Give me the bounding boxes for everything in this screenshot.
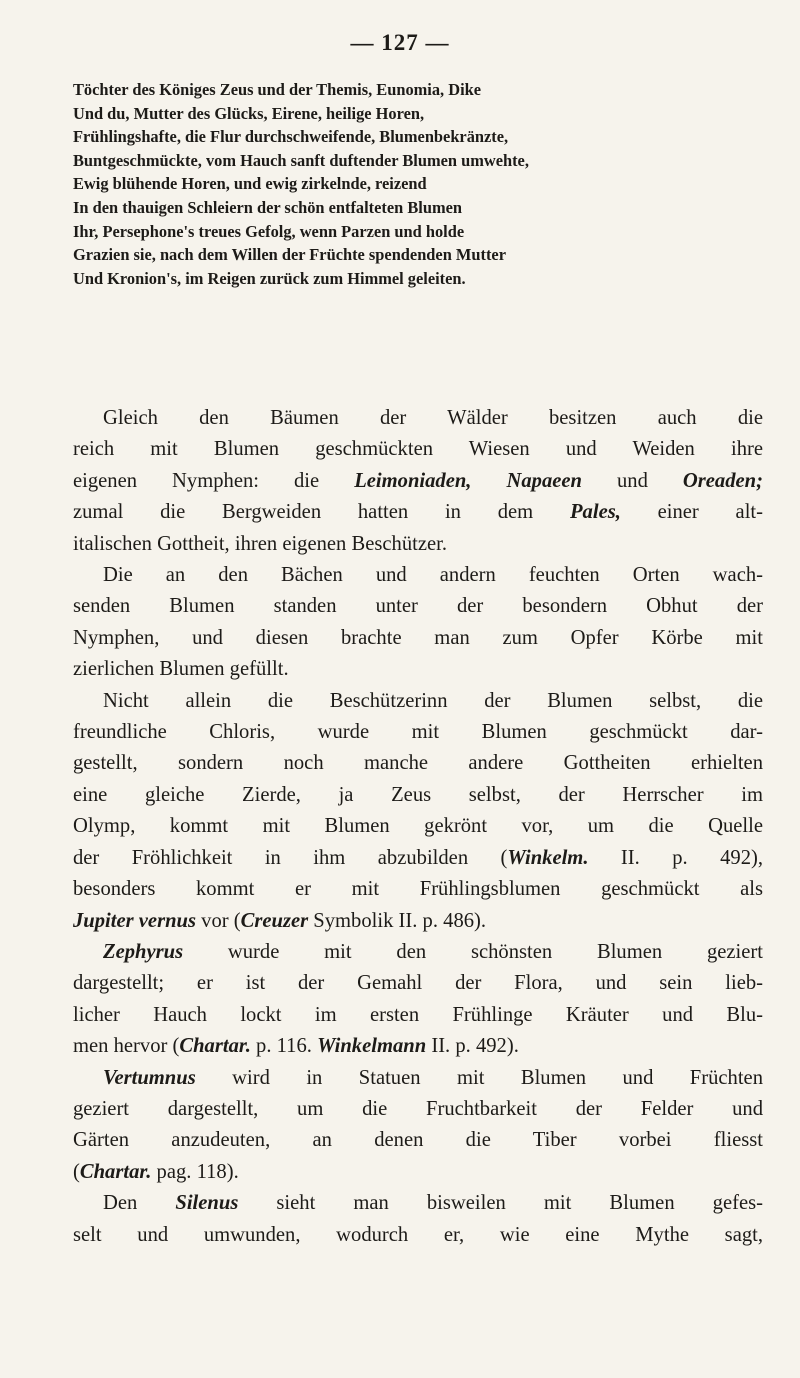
text-line <box>73 906 763 937</box>
text-run: zumal die Bergweiden hatten in dem <box>73 501 570 524</box>
text-line: Olymp, kommt mit Blumen gekrönt vor, um die Quelle <box>73 815 763 838</box>
text-line: Die an den Bächen und andern feuchten Orten wach- <box>103 564 763 587</box>
text-line <box>73 843 763 874</box>
verse-line: Ihr, Persephone's treues Gefolg, wenn Parzen und holde <box>73 221 465 241</box>
text-line <box>73 1188 763 1219</box>
text-line: licher Hauch lockt im ersten Frühlinge Kräuter und Blu- <box>73 1003 763 1026</box>
text-run: Den <box>103 1192 176 1215</box>
verse-line: Ewig blühende Horen, und ewig zirkelnde, reizend <box>73 174 427 194</box>
text-run <box>471 470 506 492</box>
text-line <box>73 1157 763 1188</box>
text-run: wird in Statuen mit Blumen und Früchten <box>195 1066 763 1089</box>
text-line: besonders kommt er mit Frühlingsblumen geschmückt als <box>73 878 763 901</box>
italic-term: Winkelmann <box>317 1035 427 1058</box>
text-line: zierlichen Blumen gefüllt. <box>73 658 289 681</box>
text-line: dargestellt; er ist der Gemahl der Flora, und sein lieb- <box>73 972 763 995</box>
italic-term: Pales, <box>569 501 621 524</box>
italic-term: Napaeen <box>506 469 582 492</box>
text-run: einer alt- <box>620 501 763 524</box>
text-line: Gärten anzudeuten, an denen die Tiber vorbei fliesst <box>73 1129 763 1152</box>
page-number: — 127 — <box>350 30 450 55</box>
italic-term: Jupiter vernus <box>73 909 197 932</box>
verse-line: In den thauigen Schleiern der schön entfalteten Blumen <box>73 197 462 217</box>
italic-term: Zephyrus <box>103 940 184 963</box>
verse-line: Töchter des Königes Zeus und der Themis, Eunomia, Dike <box>73 80 482 99</box>
italic-term: Chartar. <box>179 1035 251 1058</box>
italic-term: Oreaden; <box>682 469 763 492</box>
text-line: selt und umwunden, wodurch er, wie eine Mythe sagt, <box>73 1223 763 1246</box>
verse-line: Und du, Mutter des Glücks, Eirene, heilige Horen, <box>73 103 425 123</box>
text-line: Nicht allein die Beschützerinn der Blumen selbst, die <box>103 689 763 712</box>
text-run: der Fröhlichkeit in ihm abzubilden ( <box>73 846 508 869</box>
text-line: eine gleiche Zierde, ja Zeus selbst, der Herrscher im <box>73 783 763 806</box>
text-run: ( <box>73 1160 80 1183</box>
text-line: geziert dargestellt, um die Fruchtbarkeit der Felder und <box>73 1097 763 1120</box>
text-line: italischen Gottheit, ihren eigenen Beschützer. <box>73 532 447 555</box>
text-line: Gleich den Bäumen der Wälder besitzen auch die <box>103 407 763 429</box>
italic-term: Silenus <box>175 1192 239 1215</box>
prose-body <box>73 403 763 1251</box>
italic-term: Creuzer <box>240 909 309 932</box>
text-line: gestellt, sondern noch manche andere Gottheiten erhielten <box>73 752 763 775</box>
text-line: Nymphen, und diesen brachte man zum Opfer Körbe mit <box>73 626 763 649</box>
verse-line: Grazien sie, nach dem Willen der Früchte spendenden Mutter <box>73 245 506 265</box>
text-run: eigenen Nymphen: die <box>73 469 355 492</box>
text-run: Symbolik II. p. 486). <box>308 909 487 932</box>
verse-line: Frühlingshafte, die Flur durchschweifende, Blumenbekränzte, <box>73 127 509 147</box>
verse-line: Buntgeschmückte, vom Hauch sanft duftender Blumen umwehte, <box>73 150 529 170</box>
text-line: freundliche Chloris, wurde mit Blumen geschmückt dar- <box>73 721 763 744</box>
text-run: men hervor ( <box>73 1035 180 1058</box>
text-run: und <box>581 469 683 492</box>
text-line: reich mit Blumen geschmückten Wiesen und Weiden ihre <box>73 438 763 461</box>
italic-term: Leimoniaden, <box>354 469 472 492</box>
text-run: p. 116. <box>250 1035 318 1058</box>
text-line <box>73 497 763 528</box>
text-run: wurde mit den schönsten Blumen geziert <box>183 940 763 963</box>
text-run: II. p. 492). <box>426 1035 519 1058</box>
text-line <box>73 466 763 497</box>
verse-line: Und Kronion's, im Reigen zurück zum Himmel geleiten. <box>73 268 466 288</box>
text-line <box>73 1031 763 1062</box>
text-line: senden Blumen standen unter der besondern Obhut der <box>73 595 763 618</box>
italic-term: Vertumnus <box>103 1066 196 1089</box>
text-run: pag. 118). <box>151 1160 239 1183</box>
text-run: sieht man bisweilen mit Blumen gefes- <box>238 1192 763 1215</box>
verse-block <box>73 78 763 290</box>
text-run: II. p. 492), <box>588 846 764 869</box>
italic-term: Winkelm. <box>507 846 589 869</box>
italic-term: Chartar. <box>79 1160 152 1183</box>
text-line <box>73 1063 763 1094</box>
text-run: vor ( <box>196 909 241 932</box>
text-line <box>73 937 763 968</box>
